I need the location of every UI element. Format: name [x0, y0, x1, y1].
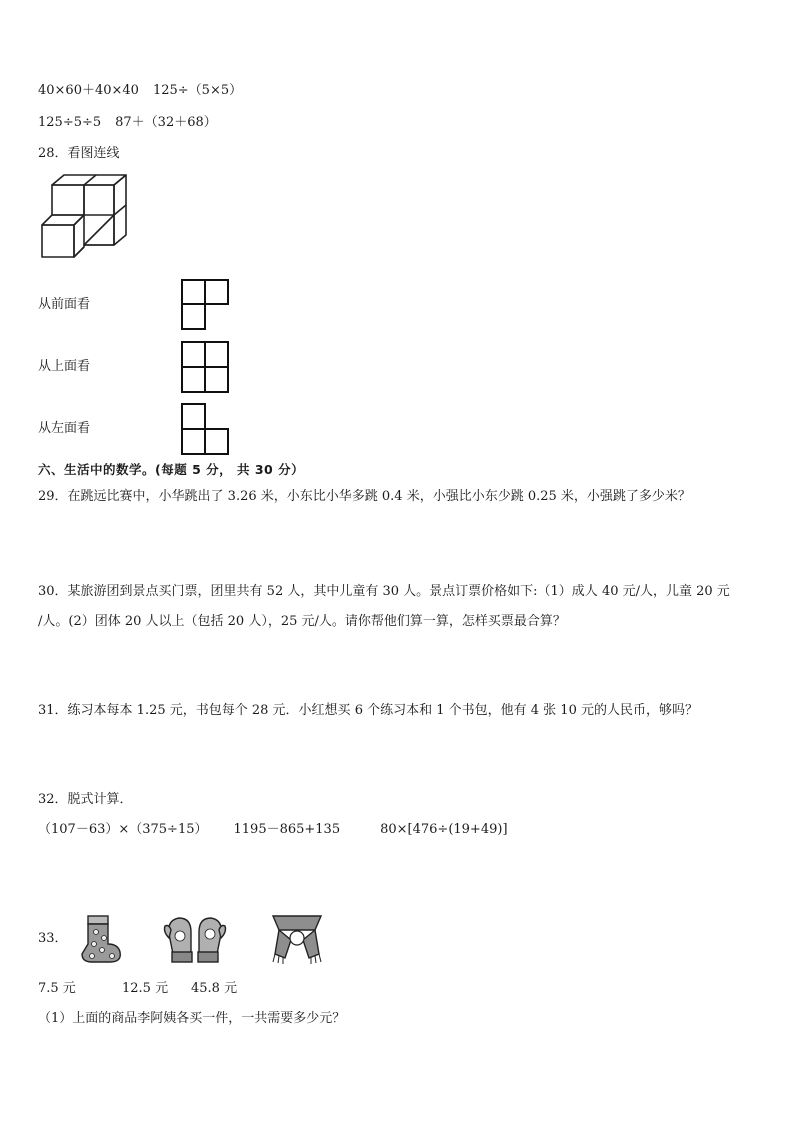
- front-view-grid: [181, 279, 229, 331]
- label-left-view: 从左面看: [38, 421, 91, 436]
- question-33: 33．: [38, 931, 68, 946]
- label-top-view: 从上面看: [38, 359, 91, 374]
- cube-stack-figure: [40, 172, 132, 264]
- price-scarf: 45.8 元: [191, 981, 238, 996]
- calc-line-2: [38, 114, 217, 132]
- question-28: 28．看图连线: [38, 146, 120, 161]
- question-30-line-1: 30．某旅游团到景点买门票，团里共有 52 人，其中儿童有 30 人。景点订票价格如下:（1）成人 40 元/人，儿童 20 元: [38, 584, 730, 599]
- left-view-grid: [181, 403, 230, 455]
- mittens-icon: [163, 912, 231, 968]
- question-29: 29．在跳远比赛中，小华跳出了 3.26 米，小东比小华多跳 0.4 米，小强比小东少跳 0.25 米，小强跳了多少米？: [38, 489, 691, 504]
- scarf-icon: [269, 910, 325, 966]
- section-6-heading: 六、生活中的数学。(每题 5 分， 共 30 分）: [38, 462, 305, 477]
- label-front-view: 从前面看: [38, 297, 91, 312]
- question-33-part-1: （1）上面的商品李阿姨各买一件，一共需要多少元？: [38, 1011, 346, 1026]
- question-31: 31．练习本每本 1.25 元，书包每个 28 元．小红想买 6 个练习本和 1 个书包，他有 4 张 10 元的人民币，够吗？: [38, 703, 698, 718]
- calc-1b: 125÷（5×5）: [152, 83, 243, 98]
- top-view-grid: [181, 341, 230, 393]
- question-30-line-2: /人。(2）团体 20 人以上（包括 20 人），25 元/人。请你帮他们算一算，怎样买票最合算？: [38, 614, 566, 629]
- price-sock: 7.5 元: [38, 981, 76, 996]
- calc-2b: 87＋（32＋68）: [115, 115, 217, 130]
- calc-2a: 125÷5÷5: [38, 115, 102, 130]
- price-mittens: 12.5 元: [122, 981, 169, 996]
- question-32: 32．脱式计算．: [38, 792, 133, 807]
- calc-line-1: [38, 82, 242, 100]
- expr-c: 80×[476÷(19+49)]: [380, 822, 508, 837]
- expr-a: （107－63）×（375÷15）: [38, 822, 208, 837]
- calc-1a: 40×60＋40×40: [38, 83, 139, 98]
- question-32-expressions: [38, 821, 508, 839]
- expr-b: 1195－865+135: [233, 822, 341, 837]
- sock-icon: [74, 914, 126, 966]
